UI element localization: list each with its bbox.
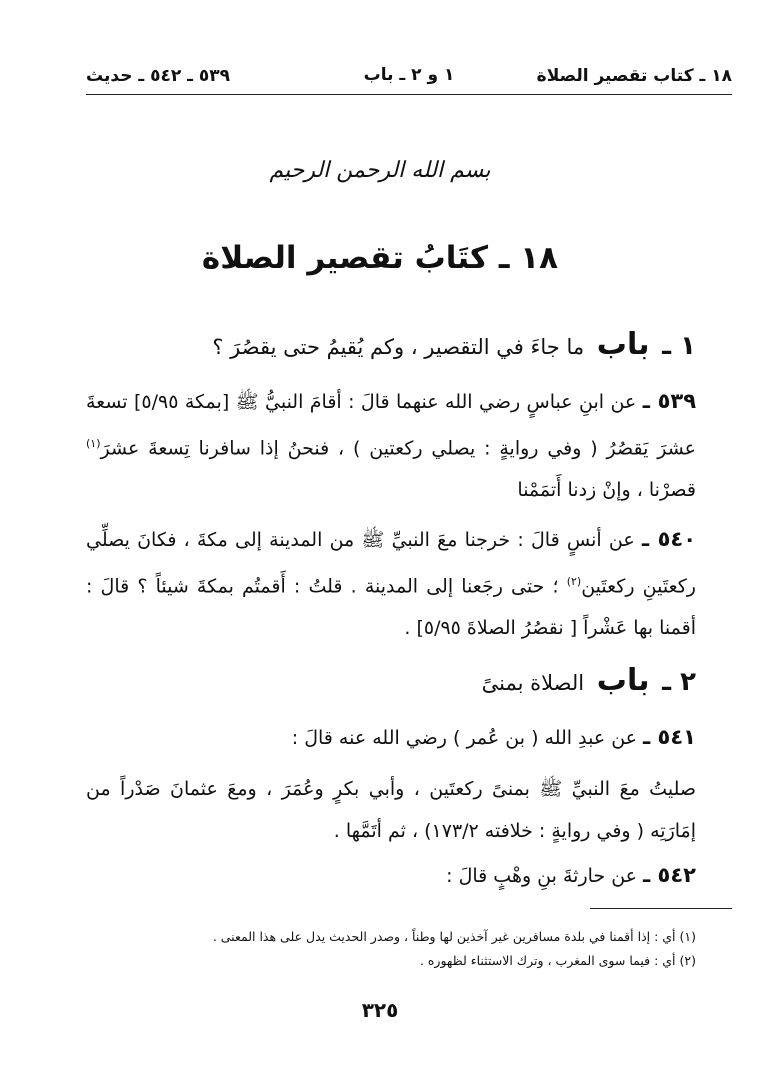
footnote-ref-1: (١) (86, 437, 101, 450)
bab-1-heading (86, 324, 696, 368)
hadith-539-text: عن ابنِ عباسٍ رضي الله عنهما قالَ : أقامَ النبيُّ ﷺ [بمكة ٥/٩٥] تسعةَ عشرَ يَقصُرُ ( وفي روايةٍ : يصلي ركعتين ) ، فنحنُ إذا سافرنا تِسعةَ عشرَ (86, 391, 696, 460)
header-bab: ١ و ٢ ـ باب (363, 65, 455, 85)
footnotes (130, 925, 696, 973)
hadith-542-intro-text: عن حارثةَ بنِ وهْبٍ قالَ : (446, 865, 637, 887)
header-rule (86, 94, 732, 95)
header-chapter: ١٨ ـ كتاب تقصير الصلاة (536, 66, 732, 86)
bab-2-title: الصلاة بمنىً (481, 671, 585, 695)
bab-2-number: ٢ ـ (662, 667, 696, 697)
hadith-541-intro (86, 716, 696, 759)
hadith-539-number: ٥٣٩ ـ (642, 389, 697, 413)
footnote-1: (١) أي : إذا أقمنا في بلدة مسافرين غير آخذين لها وطناً ، وصدر الحديث يدل على هذا المعنى . (212, 929, 696, 944)
hadith-539 (86, 380, 696, 511)
hadith-542-intro (86, 854, 696, 897)
bab-1-title: ما جاءَ في التقصير ، وكم يُقيمُ حتى يقصُرَ ؟ (212, 335, 585, 359)
hadith-541-number: ٥٤١ ـ (643, 725, 696, 749)
bab-2-word: باب (596, 663, 650, 698)
header-hadith-range: ٥٣٩ ـ ٥٤٢ ـ حديث (86, 66, 231, 86)
footnote-2: (٢) أي : فيما سوى المغرب ، وترك الاستثناء لظهوره . (419, 953, 696, 968)
hadith-540-tail: ؛ حتى رجَعنا إلى المدينة . قلتُ : أَقمتُم بمكةَ شيئاً ؟ قالَ : أقمنا بها عَشْراً [ نقصُرُ الصلاةَ ٥/٩٥] . (86, 575, 696, 640)
running-header (86, 62, 732, 90)
basmala: بسم الله الرحمن الرحيم (269, 158, 491, 183)
hadith-542-number: ٥٤٢ ـ (643, 863, 696, 887)
footnote-rule (590, 908, 732, 909)
page-number: ٣٢٥ (361, 998, 399, 1022)
hadith-541-intro-text: عن عبدِ الله ( بن عُمر ) رضي الله عنه قالَ : (291, 727, 637, 749)
hadith-539-tail: قصرْنا ، وإنْ زدنا أَتمَمْنا (517, 479, 696, 502)
book-title: ١٨ ـ كتَابُ تقصير الصلاة (201, 240, 559, 276)
hadith-541-text: صليتُ معَ النبيِّ ﷺ بمنىً ركعتَين ، وأبي بكرٍ وعُمَرَ ، ومعَ عثمانَ صَدْراً من إمَارَتِه ( وفي روايةٍ : خلافته ١٧٣/٢) ، ثم أتَمَّها . (86, 778, 696, 842)
footnote-ref-2: (٢) (566, 575, 582, 588)
bab-2-heading (86, 660, 696, 704)
hadith-540-text: عن أنسٍ قالَ : خرجنا معَ النبيِّ ﷺ من المدينة إلى مكةَ ، فكانَ يصلِّي ركعتَينِ ركعتَين (86, 529, 696, 598)
bab-1-word: باب (596, 327, 650, 362)
bab-1-number: ١ ـ (662, 331, 696, 361)
hadith-540 (86, 518, 696, 649)
hadith-540-number: ٥٤٠ ـ (641, 527, 697, 551)
